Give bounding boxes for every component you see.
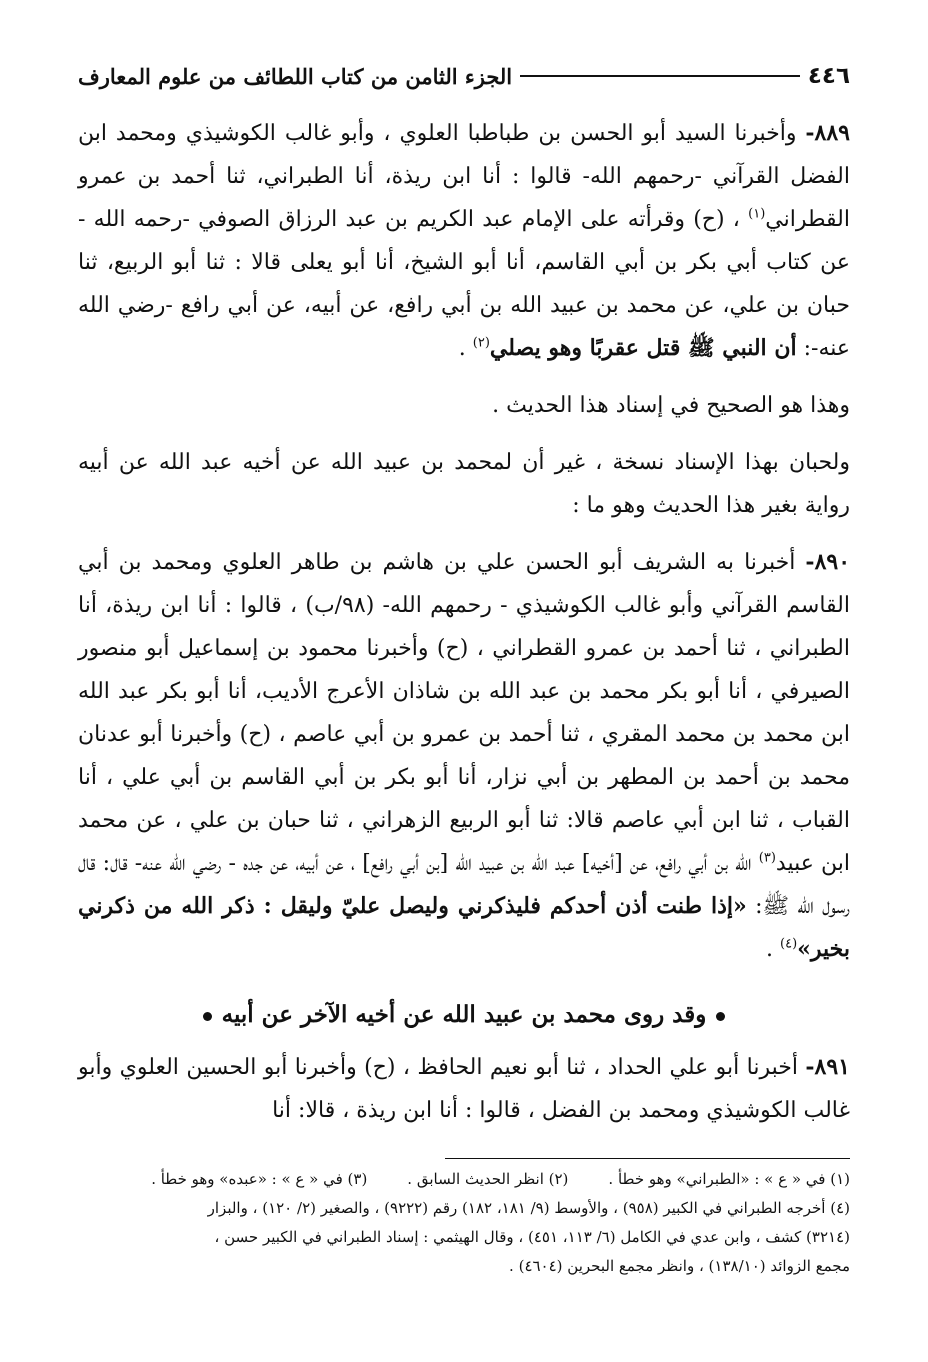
- hadith-number: ٨٩٠-: [805, 549, 851, 575]
- running-title: الجزء الثامن من كتاب اللطائف من علوم المعارف: [78, 63, 513, 89]
- bullet-icon: [203, 1012, 212, 1021]
- isnad-text: وأخبرنا السيد أبو الحسن بن طباطبا العلوي ، وأبو غالب الكوشيذي ومحمد ابن الفضل القرآني -رحمهم الله- قالوا : أنا ابن ريذة، أنا الطبراني، ثنا أحمد بن عمرو القطراني: [78, 121, 850, 232]
- footnote-1: (١) في « ع » : «الطبراني» وهو خطأ .: [608, 1170, 850, 1188]
- sentence-end: .: [766, 937, 773, 962]
- footnotes: [78, 1165, 850, 1281]
- hadith-889: [78, 112, 850, 370]
- section-heading: [78, 1001, 850, 1028]
- header-rule: [520, 75, 800, 77]
- page-number: ٤٤٦: [807, 63, 850, 89]
- footnote-ref: (٤): [780, 936, 798, 952]
- matn-text: أن النبي ﷺ قتل عقربًا وهو يصلي: [489, 335, 797, 361]
- isnad-text: أخبرنا أبو علي الحداد ، ثنا أبو نعيم الحافظ ، (ح) وأخبرنا أبو الحسين العلوي وأبو غالب الكوشيذي ومحمد بن الفضل ، قالوا : أنا ابن ريذة ، قالا: أنا: [78, 1055, 850, 1123]
- matn-text: «إذا طنت أذن أحدكم فليذكرني وليصل عليّ وليقل : ذكر الله من ذكرني بخير»: [78, 893, 850, 962]
- sentence-end: .: [458, 336, 466, 361]
- isnad-text: أخبرنا به الشريف أبو الحسن علي بن هاشم بن طاهر العلوي ومحمد بن أبي القاسم القرآني وأبو غالب الكوشيذي - رحمهم الله- (٩٨/ب) ، قالوا : أنا ابن ريذة، أنا الطبراني ، ثنا أحمد بن عمرو القطراني ، (ح) وأخبرنا محمود بن إسماعيل أبو منصور الصيرفي ، أنا أبو بكر محمد بن عبد الله بن شاذان الأعرج الأديب، أنا أبو بكر عبد الله ابن محمد بن محمد المقري ، ثنا أحمد بن عمرو بن أبي عاصم ، (ح) وأخبرنا أبو عدنان محمد بن أحمد بن المطهر بن أبي نزار، أنا أبو بكر بن أبي القاسم بن أبي علي ، أنا القباب ، ثنا ابن أبي عاصم قالا: ثنا أبو الربيع الزهراني ، ثنا حبان بن علي ، عن محمد ابن عبيد: [78, 550, 850, 876]
- footnote-rule: [445, 1158, 850, 1159]
- footnote-3: (٣) في « ع » : «عبده» وهو خطأ .: [151, 1170, 368, 1188]
- footnote-4-line: (٣٢١٤) كشف ، وابن عدي في الكامل (٦/ ١١٣، ٤٥١) ، وقال الهيثمي : إسناد الطبراني في الكبير حسن ،: [214, 1228, 850, 1246]
- footnote-4-line: مجمع الزوائد (١٣٨/١٠) ، وانظر مجمع البحرين (٤٦٠٤) .: [509, 1257, 850, 1275]
- isnad-text: ، (ح) وقرأته على الإمام عبد الكريم بن عبد الرزاق الصوفي -رحمه الله - عن كتاب أبي بكر بن أبي القاسم، أنا أبو الشيخ، أنا أبو يعلى قالا : ثنا أبو الربيع، ثنا حبان بن علي، عن محمد بن عبيد الله بن أبي رافع، عن أبيه، عن أبي رافع -رضي الله عنه-:: [78, 207, 850, 361]
- footnote-ref: (٣): [758, 850, 776, 866]
- footnote-2: (٢) انظر الحديث السابق .: [407, 1170, 569, 1188]
- footnote-row: [78, 1165, 850, 1194]
- page-body: [78, 112, 850, 1281]
- commentary-paragraph: ولحبان بهذا الإسناد نسخة ، غير أن لمحمد بن عبيد الله عن أخيه عبد الله عن أبيه رواية بغير هذا الحديث وهو ما :: [78, 450, 850, 518]
- bullet-icon: [716, 1012, 725, 1021]
- commentary-paragraph: وهذا هو الصحيح في إسناد هذا الحديث .: [492, 393, 850, 418]
- hadith-number: ٨٩١-: [805, 1054, 850, 1080]
- hadith-891: [78, 1046, 850, 1132]
- footnote-ref: (١): [748, 206, 766, 222]
- hadith-890: [78, 541, 850, 971]
- book-page: [78, 52, 850, 1281]
- footnote-4-line: (٤) أخرجه الطبراني في الكبير (٩٥٨) ، والأوسط (٩/ ١٨١، ١٨٢) رقم (٩٢٢٢) ، والصغير (٢/ ١٢٠) ، والبزار: [207, 1199, 850, 1217]
- hadith-number: ٨٨٩-: [805, 120, 850, 146]
- section-heading-text: وقد روى محمد بن عبيد الله عن أخيه الآخر عن أبيه: [221, 1001, 707, 1028]
- isnad-text: الله بن أبي رافع، عن [أخيه] عبد الله بن عبيد الله [بن أبي رافع] ، عن أبيه، عن جده - رضي الله عنه- قال: قال رسول الله ﷺ:: [78, 851, 850, 919]
- footnote-ref: (٢): [472, 335, 490, 351]
- running-header: [78, 52, 850, 100]
